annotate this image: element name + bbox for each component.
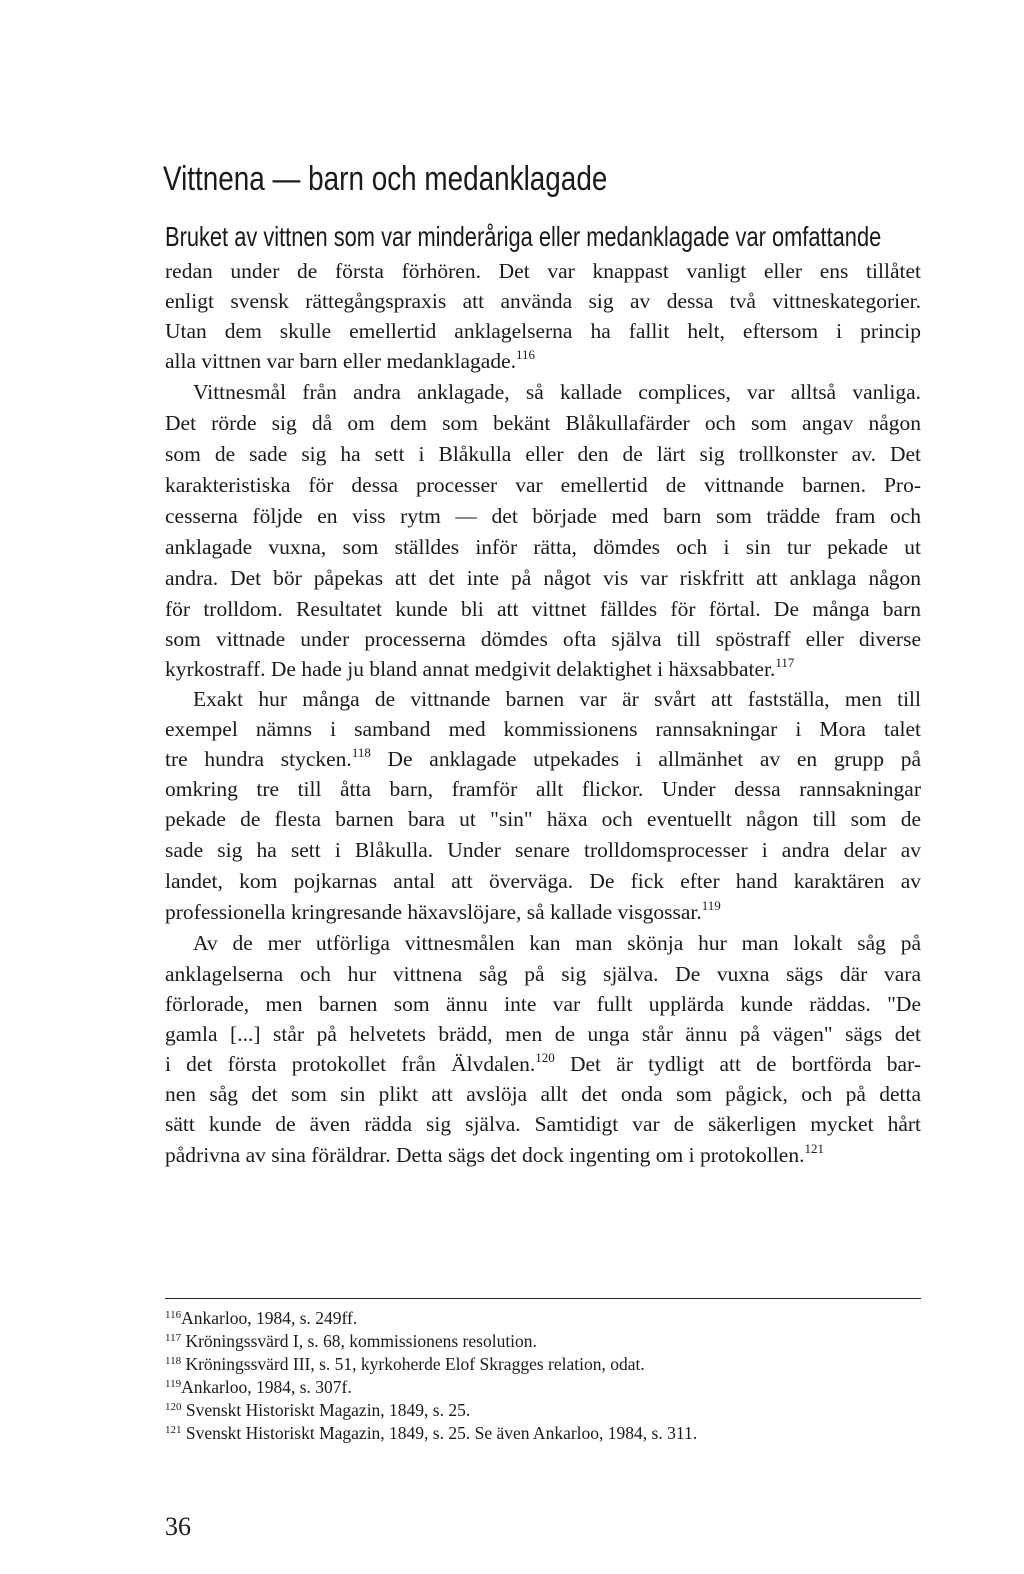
text-line: enligt svensk rättegångspraxis att använda sig av dessa två vittneskategorier. (165, 289, 921, 313)
text-line: pådrivna av sina föräldrar. Detta sägs det dock ingenting om i protokollen.$^{121}$ (165, 1141, 824, 1167)
text-line: nen såg det som sin plikt att avslöja allt det onda som pågick, och på detta (165, 1082, 921, 1106)
footnote: $^{117}$ Kröningssvärd I, s. 68, kommissionens resolution. (165, 1331, 537, 1351)
text-line: kyrkostraff. De hade ju bland annat medgivit delaktighet i häxsabbater.$^{117}$ (165, 655, 795, 681)
text-line: för trolldom. Resultatet kunde bli att vittnet fälldes för förtal. De många barn (165, 597, 921, 621)
text-line: Vittnesmål från andra anklagade, så kallade complices, var alltså vanliga. (193, 380, 921, 404)
footnote-ref[interactable]: 119 (701, 898, 721, 913)
text-line: anklagelserna och hur vittnena såg på sig själva. De vuxna sägs där vara (165, 962, 921, 986)
footnote-ref[interactable]: 120 (535, 1050, 555, 1065)
text-line: Utan dem skulle emellertid anklagelserna ha fallit helt, eftersom i princip (165, 319, 921, 343)
text-line: landet, kom pojkarnas antal att överväga. De fick efter hand karaktären av (165, 869, 921, 893)
text-line: gamla [...] står på helvetets brädd, men de unga står ännu på vägen" sägs det (165, 1022, 921, 1046)
text-line: karakteristiska för dessa processer var emellertid de vittnande barnen. Pro- (165, 473, 921, 497)
text-line: pekade de flesta barnen bara ut "sin" häxa och eventuellt någon till som de (165, 807, 921, 831)
text-line: professionella kringresande häxavslöjare, så kallade visgossar.$^{119}$ (165, 898, 721, 924)
text-line: i det första protokollet från Älvdalen.$^{120}$ Det är tydligt att de bortförda bar- (165, 1050, 921, 1076)
footnote-ref[interactable]: 116 (516, 347, 536, 362)
footnote-ref[interactable]: 118 (351, 745, 371, 760)
text-line: andra. Det bör påpekas att det inte på något vis var riskfritt att anklaga någon (165, 566, 921, 590)
footnote: $^{116}$Ankarloo, 1984, s. 249ff. (165, 1308, 358, 1328)
footnote: $^{121}$ Svenskt Historiskt Magazin, 1849, s. 25. Se även Ankarloo, 1984, s. 311. (165, 1423, 698, 1443)
footnote: $^{119}$Ankarloo, 1984, s. 307f. (165, 1377, 352, 1397)
text-line: sätt kunde de även rädda sig själva. Samtidigt var de säkerligen mycket hårt (165, 1112, 921, 1136)
text-line: som de sade sig ha sett i Blåkulla eller den de lärt sig trollkonster av. Det (165, 442, 921, 466)
text-line: alla vittnen var barn eller medanklagade.$^{116}$ (165, 347, 536, 373)
text-line: Exakt hur många de vittnande barnen var är svårt att fastställa, men till (193, 687, 921, 711)
section-title: Vittnena — barn och medanklagade (163, 160, 608, 198)
text-line: sade sig ha sett i Blåkulla. Under senare trolldomsprocesser i andra delar av (165, 838, 921, 862)
page-number: 36 (165, 1512, 191, 1541)
text-line: anklagade vuxna, som ställdes inför rätta, dömdes och i sin tur pekade ut (165, 535, 921, 559)
text-line: exempel nämns i samband med kommissionens rannsakningar i Mora talet (165, 717, 921, 741)
text-line: som vittnade under processerna dömdes ofta själva till spöstraff eller diverse (165, 627, 921, 651)
footnote-divider (165, 1298, 921, 1299)
text-line: Av de mer utförliga vittnesmålen kan man skönja hur man lokalt såg på (193, 931, 921, 955)
lead-sentence: Bruket av vittnen som var minderåriga eller medanklagade var omfattande (165, 221, 882, 252)
text-line: omkring tre till åtta barn, framför allt flickor. Under dessa rannsakningar (165, 777, 921, 801)
footnote: $^{120}$ Svenskt Historiskt Magazin, 1849, s. 25. (165, 1400, 471, 1420)
text-line: cesserna följde en viss rytm — det började med barn som trädde fram och (165, 504, 921, 528)
footnote-ref[interactable]: 117 (775, 655, 795, 670)
text-line: redan under de första förhören. Det var knappast vanligt eller ens tillåtet (165, 259, 921, 283)
text-line: tre hundra stycken.$^{118}$ De anklagade utpekades i allmänhet av en grupp på (165, 745, 921, 771)
footnote: $^{118}$ Kröningssvärd III, s. 51, kyrkoherde Elof Skragges relation, odat. (165, 1354, 645, 1374)
text-line: Det rörde sig då om dem som bekänt Blåkullafärder och som angav någon (165, 411, 921, 435)
text-line: förlorade, men barnen som ännu inte var fullt upplärda kunde räddas. "De (165, 992, 921, 1016)
footnote-ref[interactable]: 121 (804, 1141, 824, 1156)
